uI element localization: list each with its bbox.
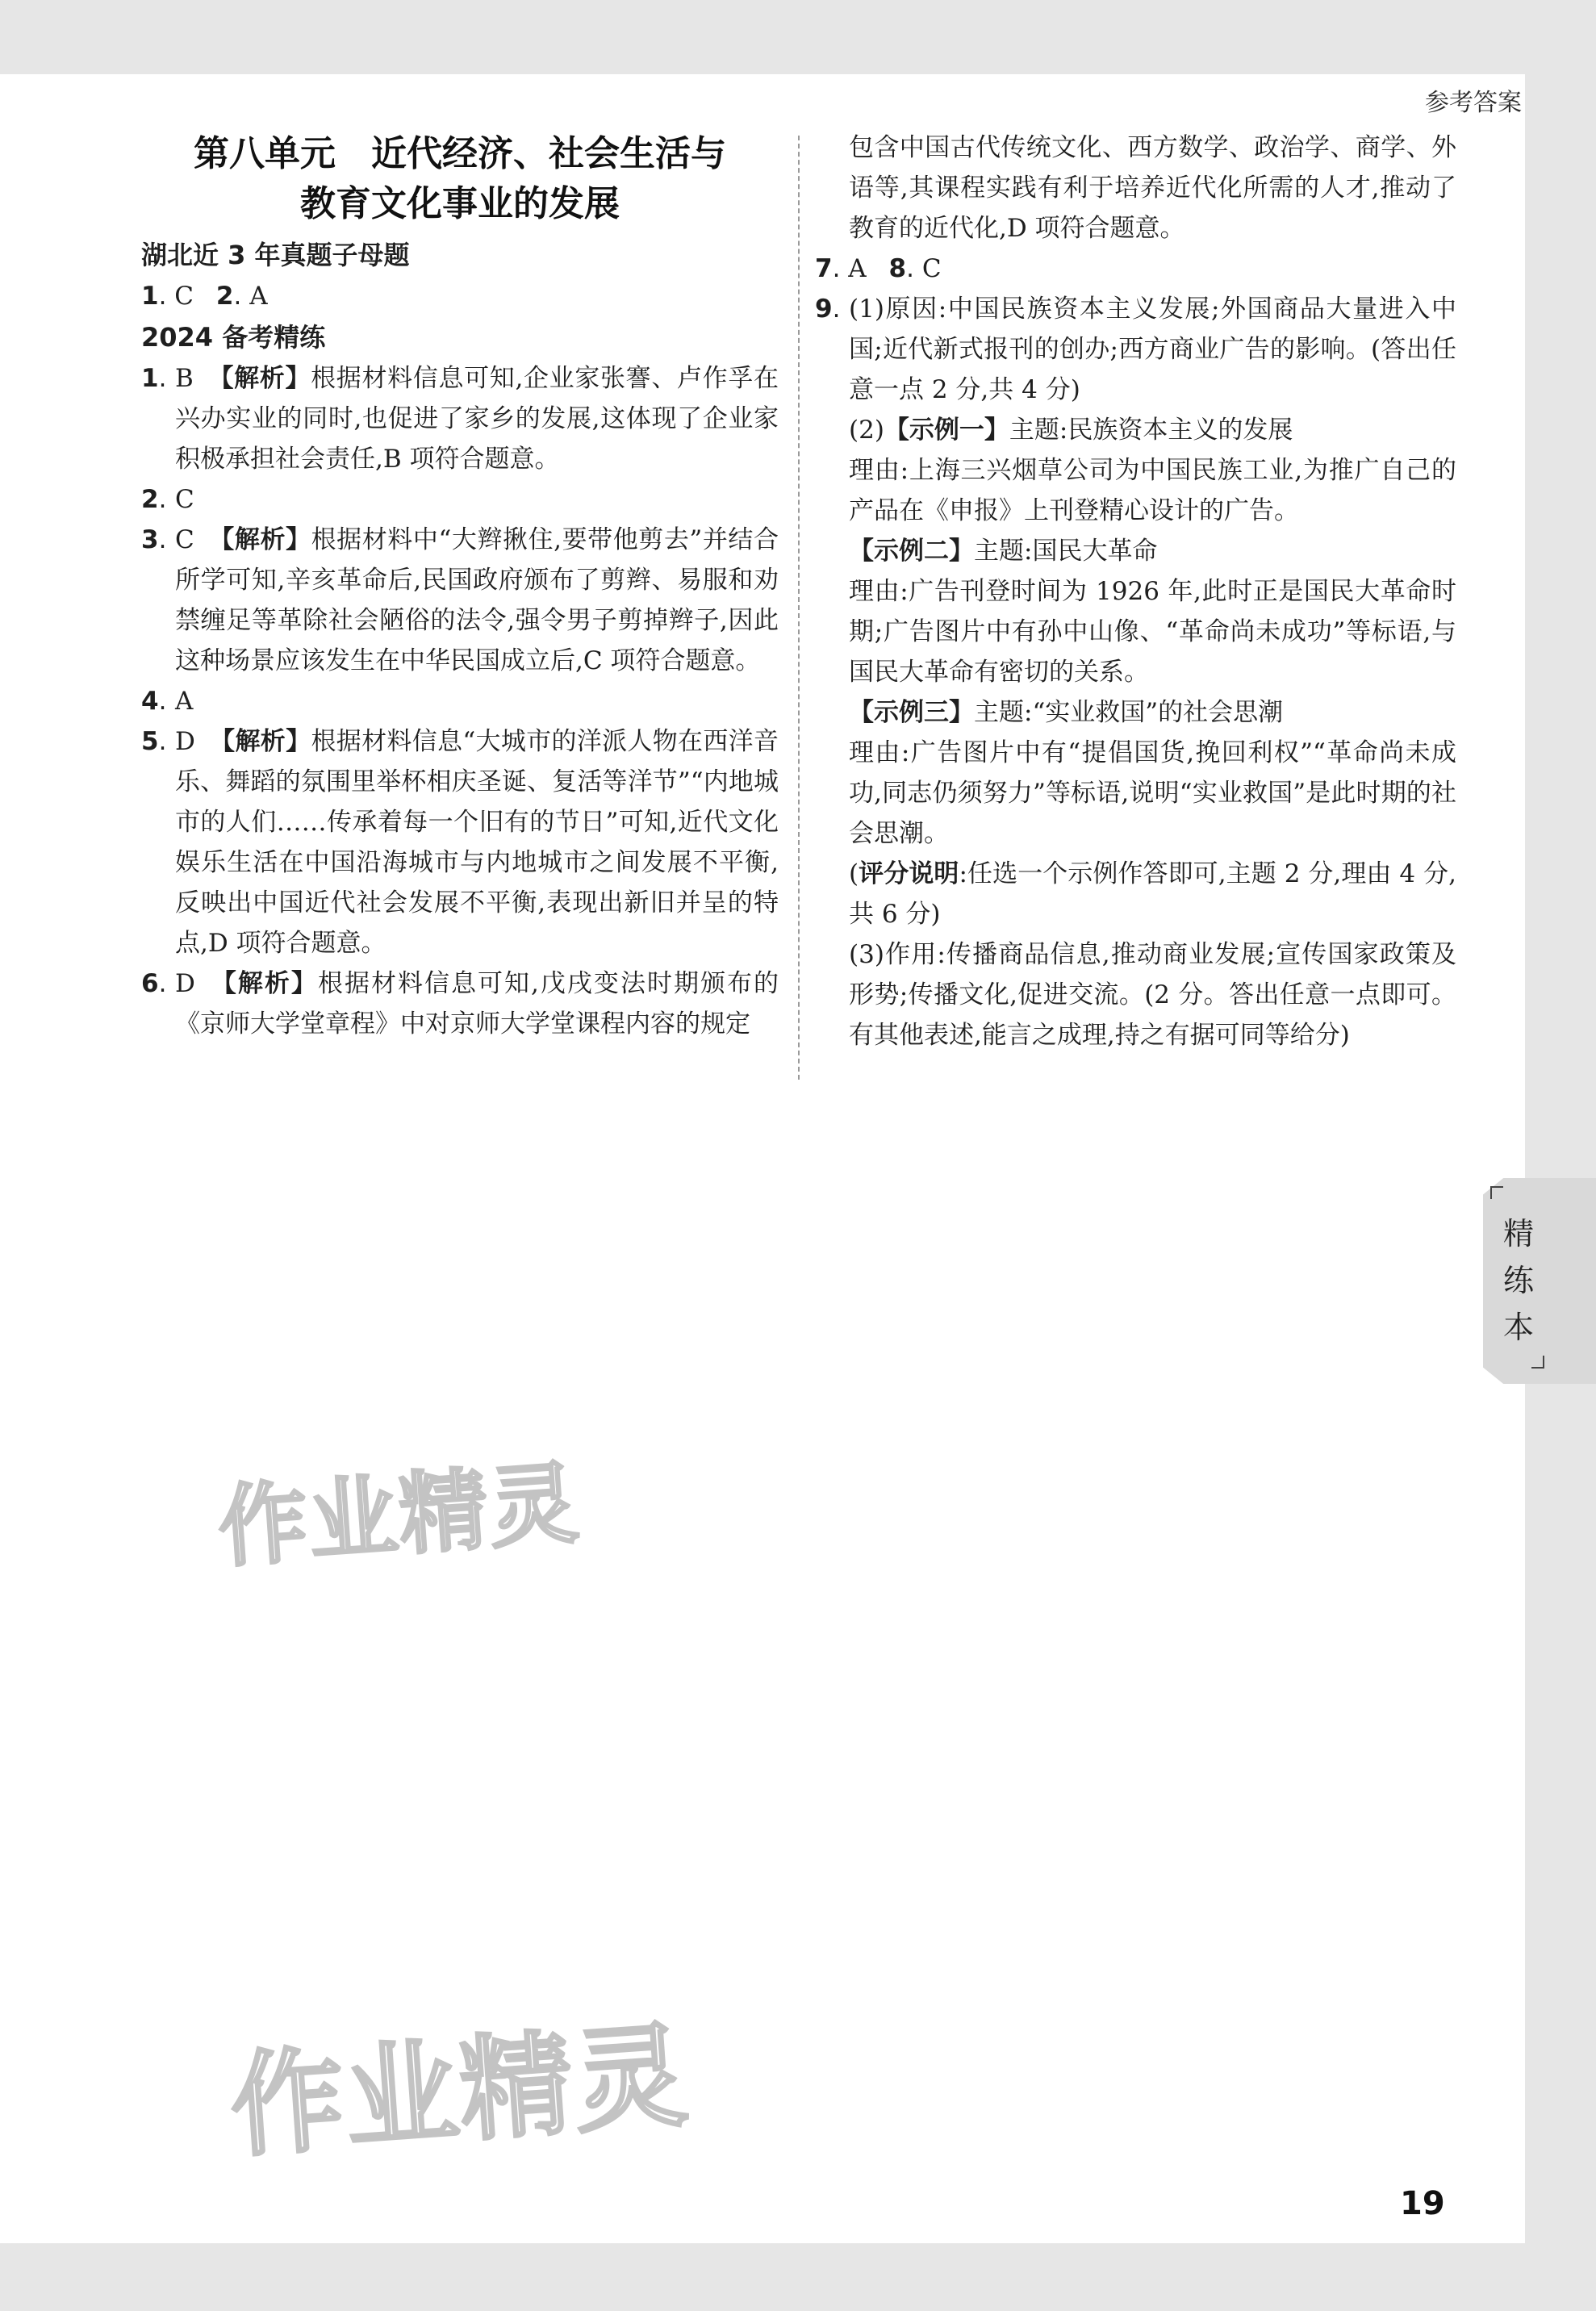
q9-part1: (1)原因:中国民族资本主义发展;外国商品大量进入中国;近代新式报刊的创办;西方商业广告的影响。(答出任意一点 2 分,共 4 分)	[849, 295, 1456, 404]
question-number: 2.	[215, 282, 242, 311]
answer-item-3	[141, 520, 779, 681]
side-tab-label: 精 练 本	[1502, 1216, 1534, 1345]
unit-title-line2: 教育文化事业的发展	[300, 183, 620, 224]
q9-example2-reason: 理由:广告刊登时间为 1926 年,此时正是国民大革命时期;广告图片中有孙中山像、“革命尚未成功”等标语,与国民大革命有密切的关系。	[849, 577, 1456, 687]
question-number: 1.	[141, 364, 167, 393]
answer-item-6	[141, 963, 779, 1044]
answer-letter: A	[249, 282, 268, 311]
answer-letter: D	[175, 727, 195, 756]
q9-scoring-note: (评分说明:任选一个示例作答即可,主题 2 分,理由 4 分,共 6 分)	[849, 859, 1457, 929]
q9-example1-reason: 理由:上海三兴烟草公司为中国民族工业,为推广自己的产品在《申报》上刊登精心设计的广告。	[849, 456, 1456, 525]
left-column	[141, 129, 779, 1044]
watermark-logo: 作业精灵	[226, 2010, 693, 2174]
analysis-tag: 【解析】	[209, 969, 318, 998]
q9-example3-reason: 理由:广告图片中有“提倡国货,挽回利权”“革命尚未成功,同志仍须努力”等标语,说明“实业救国”是此时期的社会思潮。	[849, 738, 1456, 848]
answer-item-9	[815, 289, 1456, 410]
page-number: 19	[1400, 2185, 1445, 2222]
answer-item-2	[141, 479, 779, 520]
answer-item-5	[141, 721, 779, 963]
answer-letter: C	[174, 282, 194, 311]
unit-title-line1: 第八单元 近代经济、社会生活与	[194, 133, 726, 174]
item-6-continuation: 包含中国古代传统文化、西方数学、政治学、商学、外语等,其课程实践有利于培养近代化所需的人才,推动了教育的近代化,D 项符合题意。	[849, 133, 1456, 243]
answer-letter: A	[848, 254, 867, 283]
unit-title	[141, 129, 779, 229]
answers-1-2	[141, 276, 779, 316]
analysis-text: 根据材料信息“大城市的洋派人物在西洋音乐、舞蹈的氛围里举杯相庆圣诞、复活等洋节”“内地城市的人们……传承着每一个旧有的节日”可知,近代文化娱乐生活在中国沿海城市与内地城市之间发展不平衡,反映出中国近代社会发展不平衡,表现出新旧并呈的特点,D 项符合题意。	[175, 727, 779, 958]
section-heading-hubei: 湖北近 3 年真题子母题	[141, 240, 410, 270]
answers-7-8	[815, 249, 1456, 289]
question-number: 4.	[141, 687, 167, 716]
question-number: 1.	[141, 282, 167, 311]
question-number: 2.	[141, 485, 167, 514]
section-heading-2024: 2024 备考精练	[141, 322, 326, 353]
q9-example3-theme: 【示例三】主题:“实业救国”的社会思潮	[849, 698, 1284, 727]
q9-part3: (3)作用:传播商品信息,推动商业发展;宣传国家政策及形势;传播文化,促进交流。(2 分。答出任意一点即可。有其他表述,能言之成理,持之有据可同等给分)	[849, 940, 1456, 1050]
question-number: 5.	[141, 727, 167, 756]
analysis-tag: 【解析】	[207, 364, 311, 393]
question-number: 8.	[888, 254, 914, 283]
answer-letter: A	[175, 687, 194, 716]
answer-letter: B	[175, 364, 194, 393]
column-divider	[798, 136, 800, 1080]
header-label: 参考答案	[1425, 89, 1522, 117]
question-number: 6.	[141, 969, 167, 998]
question-number: 9.	[815, 295, 841, 324]
answer-item-4	[141, 681, 779, 721]
analysis-tag: 【解析】	[208, 525, 311, 554]
side-tab-bracket-icon	[1531, 1356, 1544, 1369]
watermark-logo: 作业精灵	[215, 1451, 583, 1580]
q9-example2-theme: 【示例二】主题:国民大革命	[849, 537, 1158, 566]
analysis-tag: 【解析】	[209, 727, 311, 756]
answer-item-1	[141, 358, 779, 479]
analysis-text: 根据材料信息可知,戊戌变法时期颁布的《京师大学堂章程》中对京师大学堂课程内容的规定	[175, 969, 779, 1038]
right-column	[815, 127, 1456, 1055]
answer-letter: C	[175, 525, 194, 554]
question-number: 7.	[815, 254, 841, 283]
q9-example1-theme: (2)【示例一】主题:民族资本主义的发展	[849, 416, 1293, 445]
answer-letter: C	[921, 254, 942, 283]
answer-letter: C	[175, 485, 194, 514]
analysis-text: 根据材料中“大辫揪住,要带他剪去”并结合所学可知,辛亥革命后,民国政府颁布了剪辫、易服和劝禁缠足等革除社会陋俗的法令,强令男子剪掉辫子,因此这种场景应该发生在中华民国成立后,C 项符合题意。	[175, 525, 779, 675]
analysis-text: 根据材料信息可知,企业家张謇、卢作孚在兴办实业的同时,也促进了家乡的发展,这体现了企业家积极承担社会责任,B 项符合题意。	[175, 364, 779, 474]
answer-letter: D	[175, 969, 195, 998]
question-number: 3.	[141, 525, 167, 554]
side-tab-bracket-icon	[1490, 1186, 1503, 1199]
